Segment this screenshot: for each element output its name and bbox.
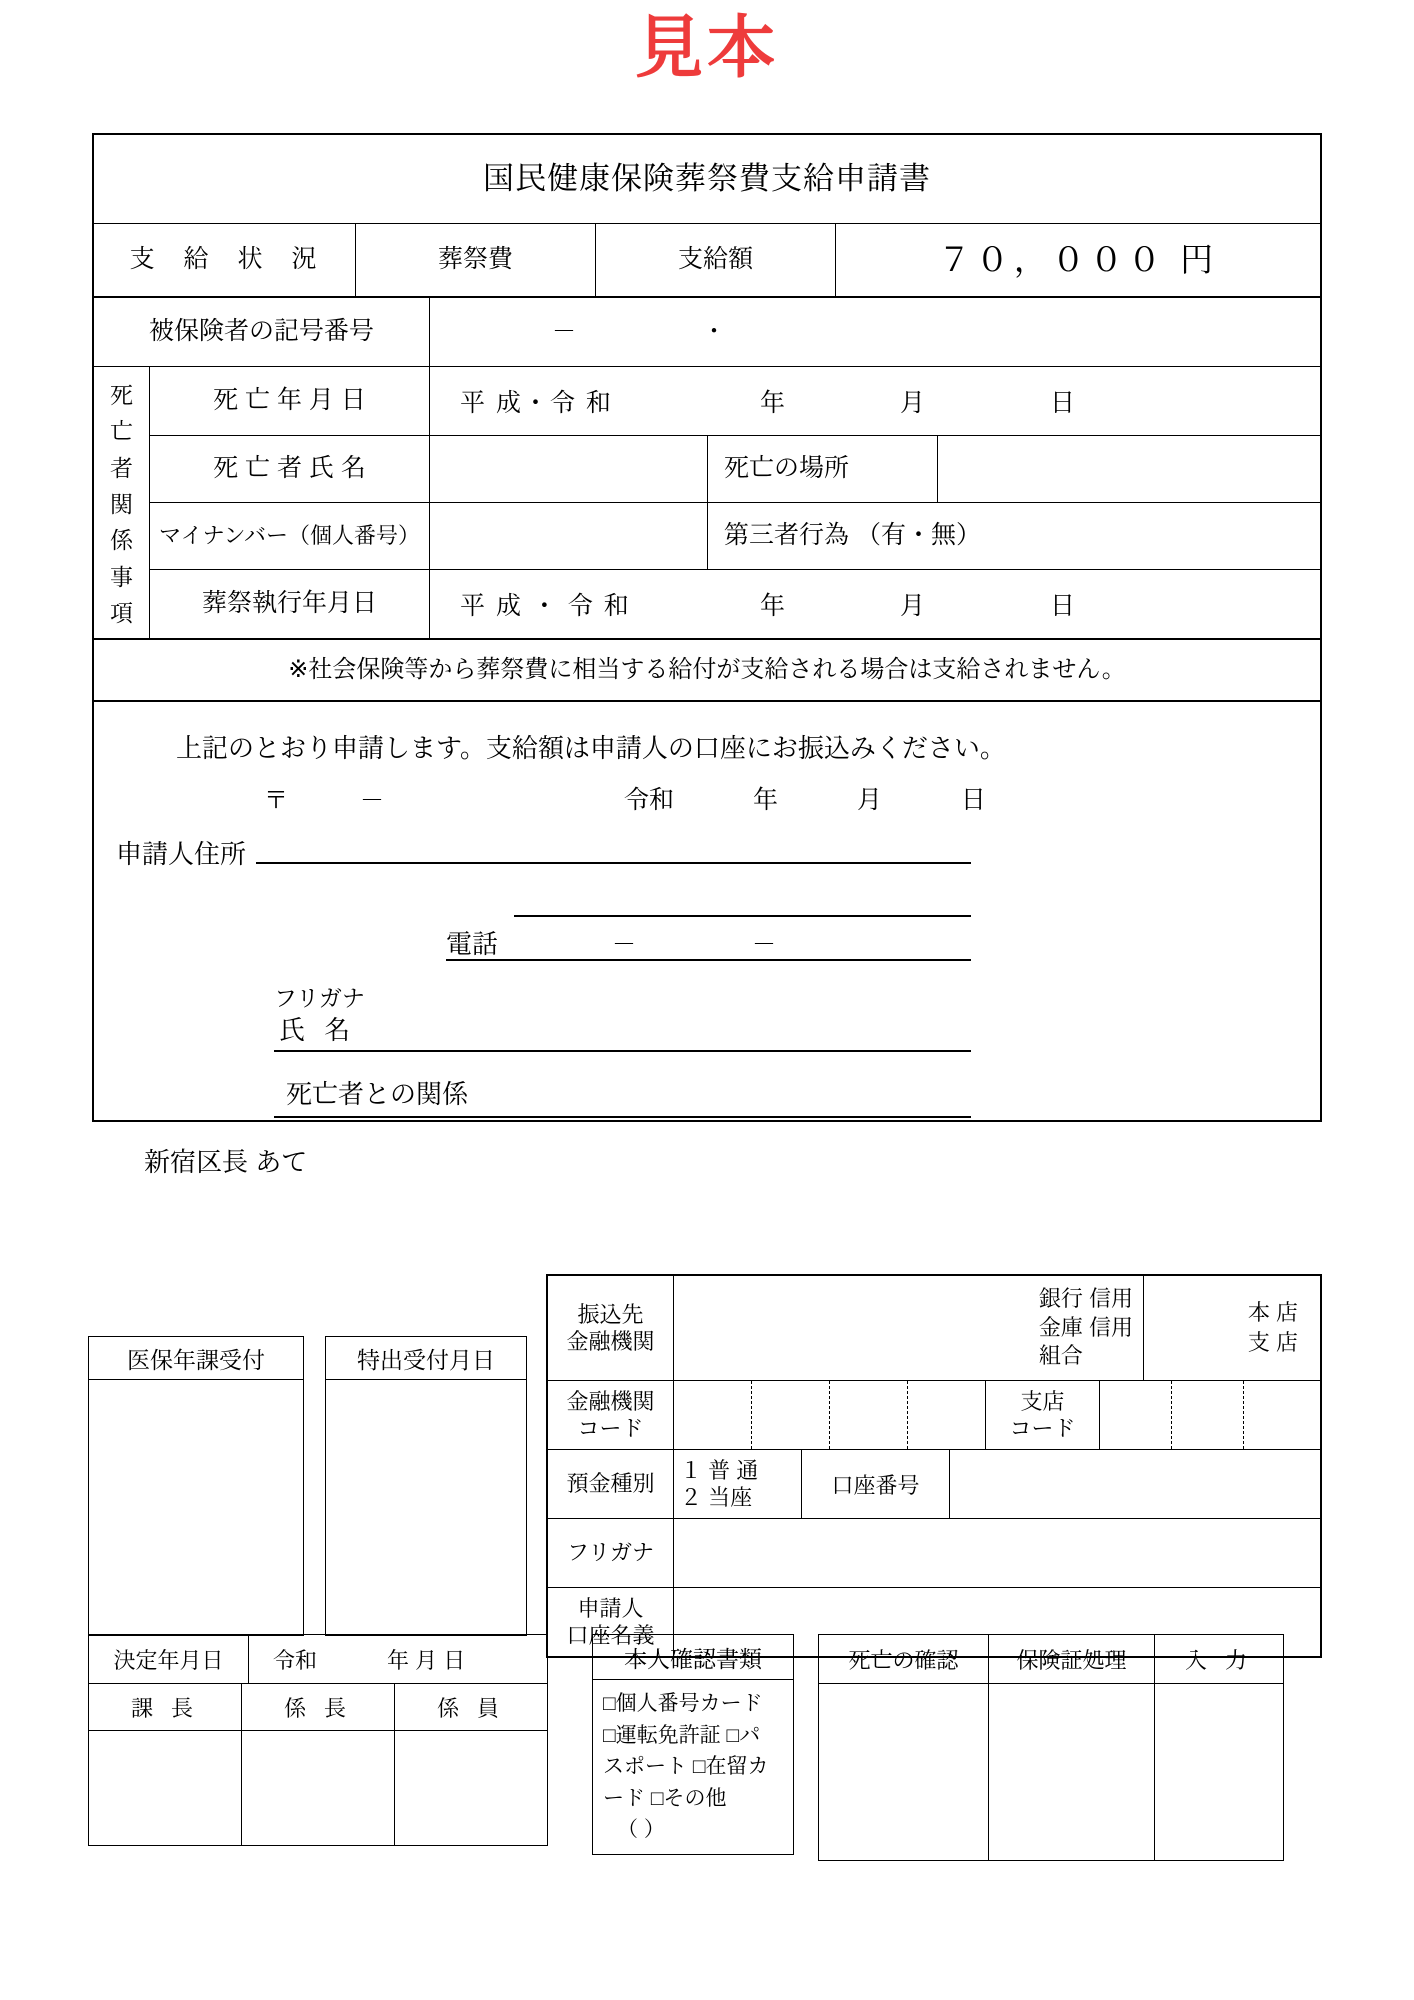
- role-signature-kakariin[interactable]: [395, 1731, 547, 1845]
- applicant-address-label: 申請人住所: [116, 839, 247, 869]
- tokushutsu-receipt-label: 特出受付月日: [326, 1337, 526, 1380]
- insured-number-dot: ・: [702, 317, 726, 345]
- payment-status-row: [94, 224, 1320, 298]
- account-furigana-label: フリガナ: [548, 1519, 674, 1587]
- application-date[interactable]: [624, 780, 986, 816]
- account-furigana-field[interactable]: [674, 1519, 1320, 1587]
- honten-label: 本 店: [1247, 1300, 1298, 1326]
- application-date-day: 日: [960, 786, 986, 814]
- death-place-field[interactable]: [938, 436, 1320, 502]
- branch-code-label: [986, 1381, 1100, 1449]
- funeral-date-era: 平 成 ・ 令 和: [460, 592, 631, 620]
- funeral-date-row: [150, 570, 1320, 640]
- financial-code-label-line1: 金融機関: [566, 1388, 655, 1414]
- confirm-cell-death[interactable]: [819, 1684, 989, 1860]
- decision-roles-header: [89, 1684, 547, 1731]
- third-party-label[interactable]: 第三者行為 （有・無）: [724, 521, 981, 550]
- funeral-date-year: 年: [760, 592, 786, 620]
- application-date-era: 令和: [624, 786, 675, 814]
- my-number-field[interactable]: [430, 503, 708, 569]
- deceased-name-row: [150, 436, 1320, 503]
- applicant-name-input-line[interactable]: [274, 1050, 971, 1052]
- financial-code-label: [548, 1381, 674, 1449]
- identity-option-3[interactable]: ード □その他: [603, 1786, 727, 1810]
- iho-receipt-box[interactable]: [88, 1336, 304, 1636]
- declaration-area: [94, 702, 1320, 1177]
- vlabel-5: 事: [110, 563, 133, 590]
- bank-destination-label-line2: 金融機関: [566, 1329, 655, 1354]
- applicant-address-line-2[interactable]: [514, 915, 971, 917]
- confirmation-table: [818, 1634, 1284, 1861]
- postal-code-field[interactable]: [264, 780, 384, 815]
- vlabel-1: 亡: [110, 418, 133, 445]
- tokushutsu-receipt-box[interactable]: [325, 1336, 527, 1636]
- identity-option-1[interactable]: □運転免許証 □パ: [603, 1723, 761, 1747]
- financial-code-digit-2[interactable]: [752, 1381, 830, 1449]
- deceased-section: [94, 367, 1320, 640]
- identity-documents-box: [592, 1634, 794, 1855]
- death-date-day: 日: [1050, 389, 1076, 417]
- note-text: ※社会保険等から葬祭費に相当する給付が支給される場合は支給されません。: [288, 655, 1126, 683]
- financial-code-digit-3[interactable]: [830, 1381, 908, 1449]
- declaration-text: 上記のとおり申請します。支給額は申請人の口座にお振込みください。: [176, 733, 1006, 763]
- deposit-type-options[interactable]: [674, 1450, 802, 1518]
- identity-option-other-input[interactable]: （ ）: [617, 1818, 665, 1841]
- role-header-kakariin: 係 員: [436, 1695, 506, 1721]
- funeral-date-day: 日: [1050, 592, 1076, 620]
- confirm-header-input: 入 力: [1184, 1647, 1254, 1673]
- bank-kind-options: [1039, 1285, 1133, 1371]
- bank-kind-line3: 組合: [1038, 1343, 1083, 1369]
- bank-destination-row: [548, 1276, 1320, 1381]
- sample-stamp: 見本: [634, 10, 779, 86]
- telephone-label: 電話: [446, 929, 499, 959]
- confirm-header-insurance: 保険証処理: [989, 1635, 1155, 1683]
- postal-mark-icon: 〒: [264, 787, 288, 814]
- insured-number-label: 被保険者の記号番号: [94, 298, 430, 366]
- branch-code-label-line2: コード: [1009, 1416, 1076, 1441]
- vlabel-2: 者: [110, 454, 133, 481]
- telephone-dash-1: －: [612, 931, 636, 958]
- vlabel-4: 係: [110, 527, 133, 554]
- decision-table: [88, 1634, 548, 1846]
- identity-documents-options[interactable]: [593, 1680, 793, 1854]
- page-title: 国民健康保険葬祭費支給申請書: [483, 161, 931, 197]
- branch-code-label-line1: 支店: [1020, 1388, 1065, 1414]
- applicant-furigana-label: フリガナ: [274, 985, 365, 1011]
- payment-amount-label: 支給額: [596, 224, 836, 296]
- confirmation-header-row: [819, 1635, 1283, 1684]
- bank-name-field[interactable]: [674, 1276, 1144, 1380]
- role-signature-kakaricho[interactable]: [242, 1731, 395, 1845]
- branch-code-digit-2[interactable]: [1172, 1381, 1244, 1449]
- decision-date-field[interactable]: [249, 1635, 547, 1683]
- telephone-dash-2: －: [752, 931, 776, 958]
- shiten-label: 支 店: [1247, 1330, 1298, 1355]
- decision-date-ymd: 年 月 日: [387, 1647, 466, 1673]
- my-number-row: [150, 503, 1320, 570]
- bank-destination-label: [548, 1276, 674, 1380]
- decision-date-label: 決定年月日: [89, 1635, 249, 1683]
- bank-kind-line2: 金庫 信用: [1038, 1314, 1133, 1340]
- death-place-label: 死亡の場所: [708, 436, 938, 502]
- death-date-year: 年: [760, 389, 786, 417]
- identity-option-2[interactable]: スポート □在留カ: [603, 1755, 769, 1778]
- decision-date-row: [89, 1635, 547, 1684]
- funeral-date-month: 月: [900, 592, 926, 620]
- confirm-cell-insurance[interactable]: [989, 1684, 1155, 1860]
- insured-number-dash: －: [552, 317, 576, 345]
- branch-code-digit-3[interactable]: [1244, 1381, 1320, 1449]
- payment-amount-value: ７０，０００ 円: [937, 240, 1219, 278]
- postal-dash: －: [360, 787, 384, 814]
- confirm-header-death: 死亡の確認: [819, 1635, 989, 1683]
- identity-documents-title: 本人確認書類: [593, 1635, 793, 1680]
- deceased-name-field[interactable]: [430, 436, 708, 502]
- financial-code-digit-4[interactable]: [908, 1381, 986, 1449]
- account-furigana-row: [548, 1519, 1320, 1588]
- confirm-cell-input[interactable]: [1155, 1684, 1283, 1860]
- role-header-kacho: 課 長: [89, 1684, 242, 1730]
- deceased-name-label: 死 亡 者 氏 名: [150, 436, 430, 502]
- applicant-name-label: 氏 名: [279, 1015, 357, 1045]
- main-form-box: [92, 133, 1322, 1177]
- telephone-input-line[interactable]: [446, 959, 971, 961]
- deceased-vertical-label: [94, 367, 150, 640]
- death-date-row: [150, 367, 1320, 436]
- title-row: [94, 135, 1320, 224]
- death-date-label: 死 亡 年 月 日: [150, 367, 430, 435]
- account-number-label: 口座番号: [802, 1450, 950, 1518]
- bank-kind-line1: 銀行 信用: [1038, 1286, 1133, 1312]
- vlabel-3: 関: [110, 490, 133, 517]
- relation-to-deceased-label: 死亡者との関係: [286, 1079, 469, 1109]
- financial-code-digit-1[interactable]: [674, 1381, 752, 1449]
- account-number-field[interactable]: [950, 1450, 1320, 1518]
- decision-date-era: 令和: [273, 1647, 318, 1673]
- bank-destination-label-line1: 振込先: [577, 1301, 644, 1327]
- confirmation-body-row: [819, 1684, 1283, 1860]
- account-holder-label-line1: 申請人: [577, 1595, 644, 1621]
- note-row: [94, 640, 1320, 702]
- account-holder-label-line2: 口座名義: [566, 1623, 655, 1648]
- decision-roles-signature-row: [89, 1731, 547, 1845]
- insured-number-row: [94, 298, 1320, 367]
- insured-number-field[interactable]: [430, 298, 1320, 366]
- role-header-kakaricho: 係 長: [242, 1684, 395, 1730]
- addressee-label: 新宿区長 あて: [144, 1147, 308, 1177]
- deceased-rows: [150, 367, 1320, 640]
- relation-input-line[interactable]: [274, 1116, 971, 1118]
- deposit-option-toza: ２ 当座: [680, 1485, 753, 1510]
- identity-option-0[interactable]: □個人番号カード: [603, 1692, 763, 1715]
- my-number-label: マイナンバー（個人番号）: [150, 503, 430, 569]
- vlabel-0: 死: [110, 381, 133, 408]
- application-date-month: 月: [856, 786, 882, 814]
- death-date-month: 月: [900, 389, 926, 417]
- branch-type-options[interactable]: [1144, 1276, 1320, 1380]
- bank-code-row: [548, 1381, 1320, 1450]
- deposit-type-row: [548, 1450, 1320, 1519]
- vlabel-6: 項: [110, 600, 133, 627]
- deposit-type-label: 預金種別: [548, 1450, 674, 1518]
- bank-transfer-table: [546, 1274, 1322, 1658]
- death-date-era: 平 成・令 和: [460, 389, 613, 417]
- payment-status-label: 支 給 状 況: [94, 224, 356, 296]
- branch-code-digit-1[interactable]: [1100, 1381, 1172, 1449]
- funeral-date-label: 葬祭執行年月日: [150, 570, 430, 638]
- financial-code-label-line2: コード: [577, 1416, 644, 1441]
- iho-receipt-label: 医保年課受付: [89, 1337, 303, 1380]
- deposit-option-futsu: １ 普 通: [680, 1457, 759, 1483]
- applicant-address-line-1[interactable]: [256, 862, 971, 864]
- application-date-year: 年: [752, 786, 778, 814]
- payment-kind-value: 葬祭費: [356, 224, 596, 296]
- funeral-date-field[interactable]: [430, 570, 1320, 638]
- death-date-field[interactable]: [430, 367, 1320, 435]
- role-signature-kacho[interactable]: [89, 1731, 242, 1845]
